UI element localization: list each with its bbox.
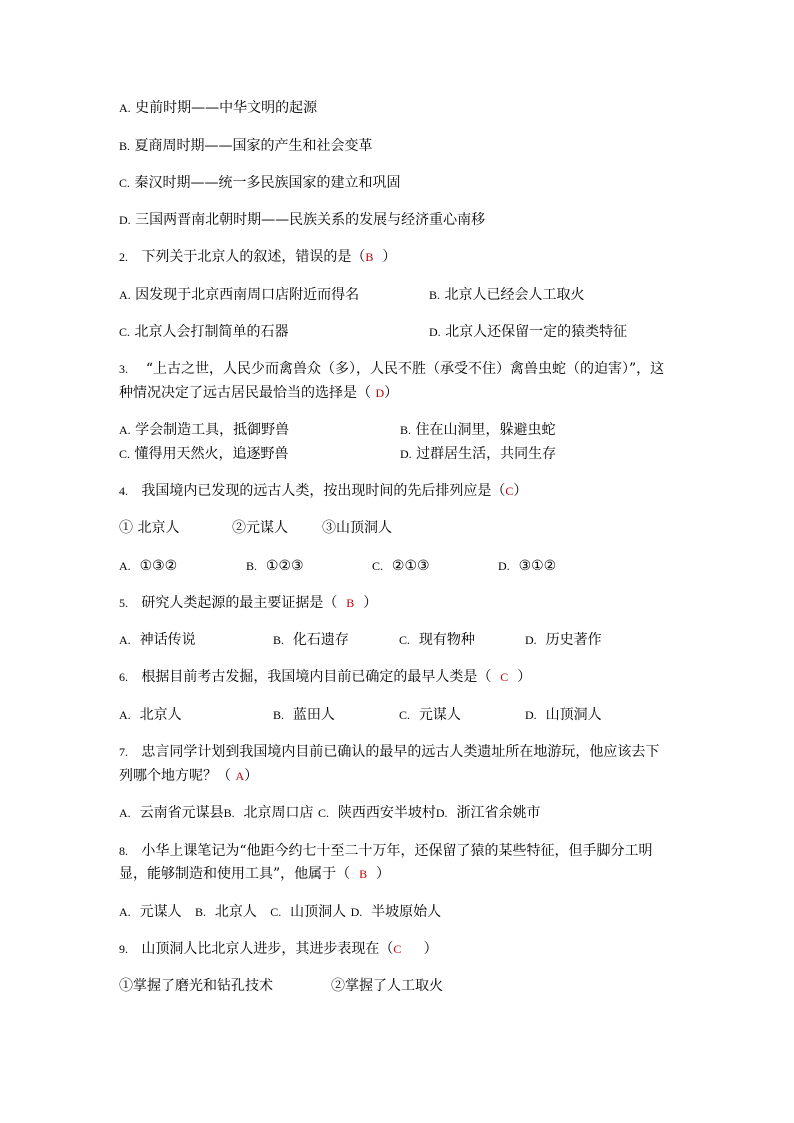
q5-option-a: A. 神话传说 <box>119 632 196 648</box>
q3-answer: D <box>375 386 385 400</box>
q3-stem-line1: 3. “上古之世，人民少而禽兽众（多），人民不胜（承受不住）禽兽虫蛇（的迫害）”，这 <box>119 361 665 377</box>
q7-answer: A <box>235 769 245 783</box>
q6-option-c: C. 元谋人 <box>399 707 461 723</box>
q9-item-1: ①掌握了磨光和钻孔技术 <box>119 978 273 994</box>
q2-option-a: A. 因发现于北京西南周口店附近而得名 <box>119 287 360 303</box>
q5-stem: 5. 研究人类起源的最主要证据是（ B ） <box>119 595 378 611</box>
q3-option-b: B. 住在山洞里，躲避虫蛇 <box>400 422 556 438</box>
q4-item-1: ① 北京人 <box>119 520 180 536</box>
q6-answer: C <box>500 670 509 684</box>
q3-option-d: D. 过群居生活，共同生存 <box>400 446 557 462</box>
q4-item-3: ③山顶洞人 <box>322 520 392 536</box>
q9-item-2: ②掌握了人工取火 <box>331 978 443 994</box>
q2-answer: B <box>365 250 374 264</box>
q4-option-d: D. ③①② <box>498 558 557 574</box>
q2-option-c: C. 北京人会打制简单的石器 <box>119 324 289 340</box>
q8-stem-line1: 8. 小华上课笔记为“他距今约七十至二十万年，还保留了猿的某些特征，但手脚分工明 <box>119 843 653 859</box>
q5-option-c: C. 现有物种 <box>399 632 475 648</box>
q3-stem-line2: 种情况决定了远古居民最恰当的选择是（ D） <box>119 385 399 401</box>
q5-option-b: B. 化石遗存 <box>273 632 349 648</box>
q8-stem-line2: 显，能够制造和使用工具”，他属于（ B ） <box>119 866 390 882</box>
q4-answer: C <box>505 484 514 498</box>
q1-option-c: C. 秦汉时期——统一多民族国家的建立和巩固 <box>119 175 401 191</box>
q6-option-d: D. 山顶洞人 <box>525 707 602 723</box>
q1-option-d: D. 三国两晋南北朝时期——民族关系的发展与经济重心南移 <box>119 212 486 228</box>
q4-option-c: C. ②①③ <box>372 558 430 574</box>
q6-option-a: A. 北京人 <box>119 707 182 723</box>
q5-answer: B <box>346 596 355 610</box>
q4-stem: 4. 我国境内已发现的远古人类，按出现时间的先后排列应是（C） <box>119 483 528 499</box>
q2-option-b: B. 北京人已经会人工取火 <box>429 287 585 303</box>
q1-option-b: B. 夏商周时期——国家的产生和社会变革 <box>119 138 373 154</box>
q1-option-a: A. 史前时期——中华文明的起源 <box>119 100 318 116</box>
q3-option-c: C. 懂得用天然火，追逐野兽 <box>119 446 289 462</box>
q9-stem: 9. 山顶洞人比北京人进步，其进步表现在（C ） <box>119 941 438 957</box>
q7-stem-line2: 列哪个地方呢？（ A） <box>119 768 259 784</box>
q4-item-2: ②元谋人 <box>232 520 288 536</box>
q4-option-a: A. ①③② <box>119 558 178 574</box>
q8-answer: B <box>359 867 368 881</box>
q3-option-a: A. 学会制造工具，抵御野兽 <box>119 422 290 438</box>
q5-option-d: D. 历史著作 <box>525 632 602 648</box>
q7-stem-line1: 7. 忠言同学计划到我国境内目前已确认的最早的远古人类遗址所在地游玩，他应该去下 <box>119 744 660 760</box>
q8-options: A. 元谋人 B. 北京人 C. 山顶洞人 D. 半坡原始人 <box>119 904 442 920</box>
q7-options: A. 云南省元谋县B. 北京周口店 C. 陕西西安半坡村D. 浙江省余姚市 <box>119 805 541 821</box>
q2-stem: 2. 下列关于北京人的叙述，错误的是（B ） <box>119 249 397 265</box>
q2-option-d: D. 北京人还保留一定的猿类特征 <box>429 324 628 340</box>
q9-answer: C <box>393 942 402 956</box>
q4-option-b: B. ①②③ <box>246 558 304 574</box>
q6-option-b: B. 蓝田人 <box>273 707 335 723</box>
q6-stem: 6. 根据目前考古发掘，我国境内目前已确定的最早人类是（ C ） <box>119 669 532 685</box>
